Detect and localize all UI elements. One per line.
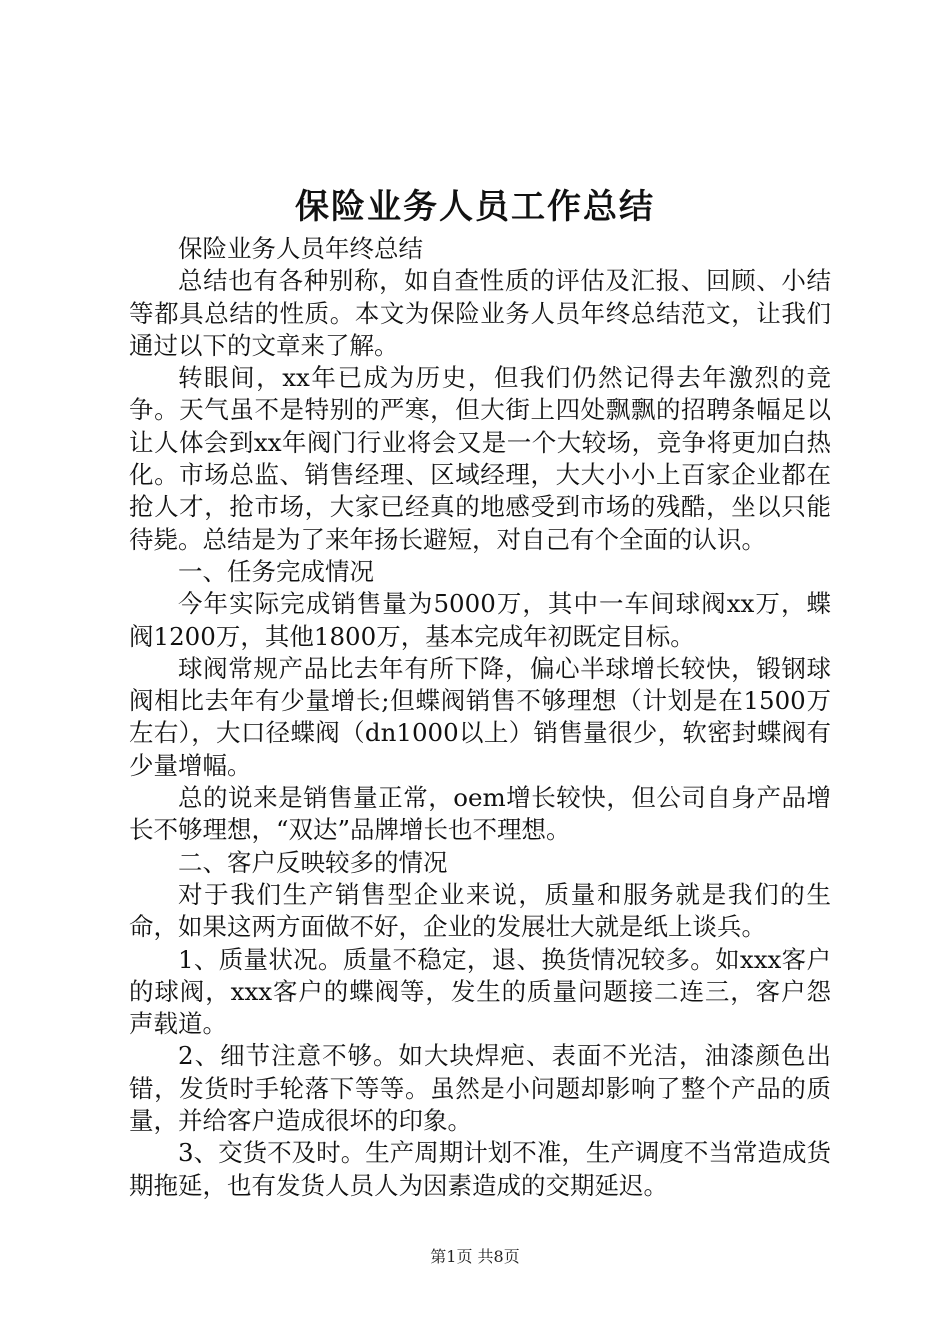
section-heading-customer-feedback: 二、客户反映较多的情况 <box>178 847 448 877</box>
paragraph-subtitle: 保险业务人员年终总结 <box>178 234 423 263</box>
paragraph-product-analysis: 球阀常规产品比去年有所下降，偏心半球增长较快，锻钢球阀相比去年有少量增长;但蝶阀销售不够理想（计划是在1500万左右），大口径蝶阀（dn1000以上）销售量很少，软密封蝶阀有少量增幅。 <box>129 653 831 780</box>
list-item-delivery: 3、交货不及时。生产周期计划不准，生产调度不当常造成货期拖延，也有发货人员人为因素造成的交期延迟。 <box>129 1138 831 1200</box>
paragraph-review: 转眼间，xx年已成为历史，但我们仍然记得去年激烈的竞争。天气虽不是特别的严寒，但大街上四处飘飘的招聘条幅足以让人体会到xx年阀门行业将会又是一个大较场，竞争将更加白热化。市场总监、销售经理、区域经理，大大小小上百家企业都在抢人才，抢市场，大家已经真的地感受到市场的残酷，坐以只能待毙。总结是为了来年扬长避短，对自己有个全面的认识。 <box>129 363 831 554</box>
document-title: 保险业务人员工作总结 <box>295 187 655 227</box>
paragraph-intro: 总结也有各种别称，如自查性质的评估及汇报、回顾、小结等都具总结的性质。本文为保险业务人员年终总结范文，让我们通过以下的文章来了解。 <box>129 266 831 360</box>
paragraph-sales-volume: 今年实际完成销售量为5000万，其中一车间球阀xx万，蝶阀1200万，其他1800万，基本完成年初既定目标。 <box>129 589 831 651</box>
paragraph-summary: 总的说来是销售量正常，oem增长较快，但公司自身产品增长不够理想，“双达”品牌增长也不理想。 <box>129 783 831 845</box>
section-heading-task-completion: 一、任务完成情况 <box>178 556 374 586</box>
document-body <box>129 233 831 1202</box>
list-item-quality-status: 1、质量状况。质量不稳定，退、换货情况较多。如xxx客户的球阀，xxx客户的蝶阀等，发生的质量问题接二连三，客户怨声载道。 <box>129 944 831 1039</box>
list-item-detail-attention: 2、细节注意不够。如大块焊疤、表面不光洁，油漆颜色出错，发货时手轮落下等等。虽然是小问题却影响了整个产品的质量，并给客户造成很坏的印象。 <box>129 1041 831 1136</box>
page-indicator: 第1页 共8页 <box>430 1247 520 1266</box>
paragraph-quality-service: 对于我们生产销售型企业来说，质量和服务就是我们的生命，如果这两方面做不好，企业的发展壮大就是纸上谈兵。 <box>129 879 831 942</box>
